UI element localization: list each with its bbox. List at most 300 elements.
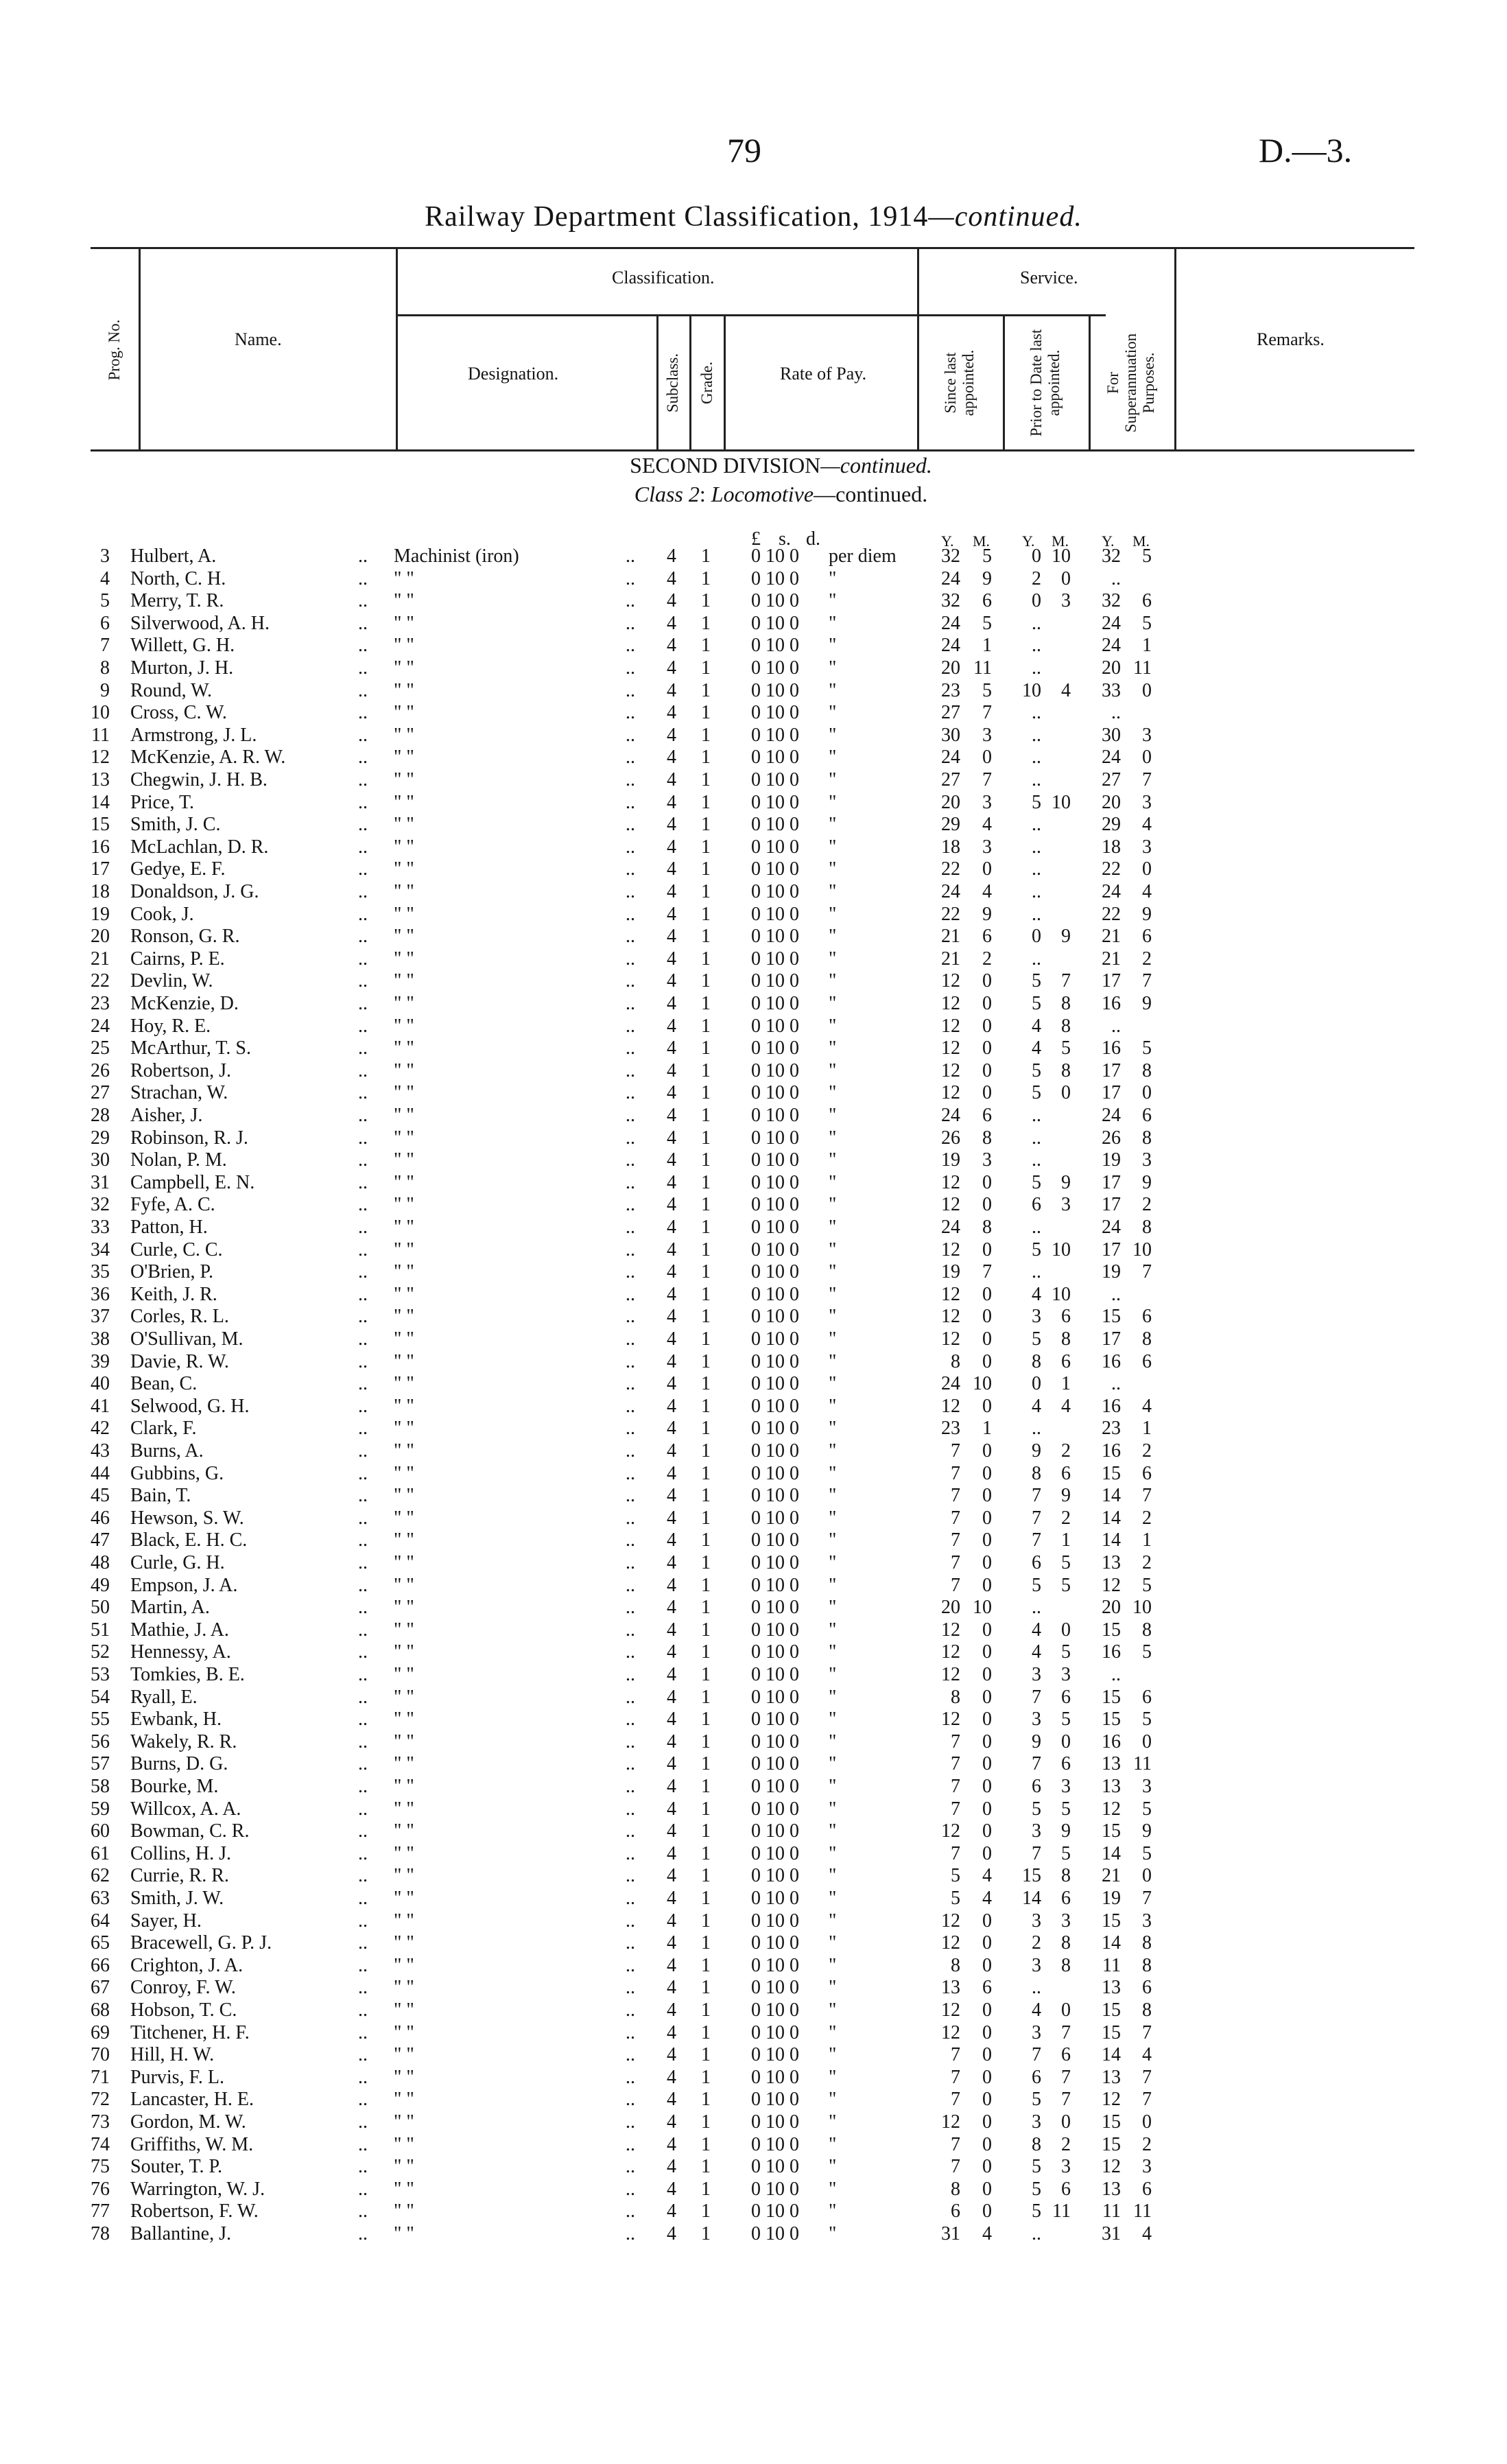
leader-dots: .. xyxy=(358,970,368,992)
employee-name: Bowman, C. R. xyxy=(130,1820,250,1842)
prog-no: 13 xyxy=(91,769,110,790)
super-years: 30 xyxy=(1102,724,1121,746)
prog-no: 3 xyxy=(100,545,110,567)
table-row xyxy=(0,926,1507,948)
prior-months: 2 xyxy=(1061,1507,1071,1529)
employee-name: Bean, C. xyxy=(130,1373,198,1395)
prog-no: 8 xyxy=(100,657,110,679)
since-months: 6 xyxy=(982,1105,992,1126)
grade: 1 xyxy=(701,1350,711,1372)
pay-frequency: " xyxy=(829,1664,837,1685)
since-months: 10 xyxy=(973,1597,992,1619)
pay-frequency: " xyxy=(829,702,837,724)
super-months: 4 xyxy=(1142,2044,1152,2066)
grade: 1 xyxy=(701,1149,711,1171)
grade: 1 xyxy=(701,1753,711,1775)
prior-years: 3 xyxy=(1032,1820,1041,1842)
since-months: 0 xyxy=(982,1239,992,1260)
since-years: 12 xyxy=(941,1283,960,1305)
rate-of-pay: 0 10 0 xyxy=(751,2044,799,2066)
since-years: 12 xyxy=(941,1999,960,2021)
subclass: 4 xyxy=(667,612,676,634)
super-months: 8 xyxy=(1142,1932,1152,1954)
table-row xyxy=(0,948,1507,971)
since-years: 22 xyxy=(941,858,960,880)
designation: " " xyxy=(394,1910,414,1932)
since-years: 12 xyxy=(941,1932,960,1954)
employee-name: Robinson, R. J. xyxy=(130,1127,248,1149)
pay-frequency: " xyxy=(829,2133,837,2155)
super-years: 19 xyxy=(1102,1888,1121,1909)
subclass: 4 xyxy=(667,1686,676,1708)
prior-years: 6 xyxy=(1032,1776,1041,1797)
subclass: 4 xyxy=(667,1507,676,1529)
since-months: 5 xyxy=(982,679,992,701)
table-row xyxy=(0,1865,1507,1888)
table-row xyxy=(0,2089,1507,2111)
leader-dots: .. xyxy=(626,2201,635,2222)
since-years: 13 xyxy=(941,1977,960,1999)
pay-frequency: " xyxy=(829,791,837,813)
prior-months: 9 xyxy=(1061,1171,1071,1193)
since-years: 8 xyxy=(951,1686,960,1708)
prog-no: 6 xyxy=(100,612,110,634)
prog-no: 69 xyxy=(91,2021,110,2043)
prog-no: 66 xyxy=(91,1954,110,1976)
employee-name: Davie, R. W. xyxy=(130,1350,229,1372)
designation: " " xyxy=(394,747,414,768)
grade: 1 xyxy=(701,1999,711,2021)
subclass: 4 xyxy=(667,1194,676,1216)
super-months: 1 xyxy=(1142,635,1152,657)
pay-frequency: " xyxy=(829,769,837,790)
super-years: 24 xyxy=(1102,612,1121,634)
division-name: SECOND DIVISION xyxy=(630,453,821,478)
grade: 1 xyxy=(701,1082,711,1104)
employee-name: Empson, J. A. xyxy=(130,1574,238,1596)
since-years: 7 xyxy=(951,2044,960,2066)
designation: " " xyxy=(394,814,414,836)
super-months: 3 xyxy=(1142,836,1152,858)
prior-years: 3 xyxy=(1032,1910,1041,1932)
employee-name: Aisher, J. xyxy=(130,1105,203,1126)
since-months: 0 xyxy=(982,1686,992,1708)
rate-of-pay: 0 10 0 xyxy=(751,1798,799,1820)
since-years: 7 xyxy=(951,1574,960,1596)
prog-no: 5 xyxy=(100,590,110,612)
since-months: 0 xyxy=(982,2089,992,2111)
pay-frequency: " xyxy=(829,1574,837,1596)
designation: " " xyxy=(394,657,414,679)
prog-no: 75 xyxy=(91,2156,110,2178)
leader-dots: .. xyxy=(626,1149,635,1171)
prog-no: 4 xyxy=(100,567,110,589)
employee-name: Martin, A. xyxy=(130,1597,210,1619)
prior-months: 5 xyxy=(1061,1798,1071,1820)
designation: " " xyxy=(394,1306,414,1328)
subclass: 4 xyxy=(667,2111,676,2133)
super-years: 22 xyxy=(1102,903,1121,925)
table-row xyxy=(0,1820,1507,1843)
prog-no: 76 xyxy=(91,2178,110,2200)
employee-name: Burns, A. xyxy=(130,1440,204,1462)
leader-dots: .. xyxy=(358,1239,368,1260)
since-years: 24 xyxy=(941,612,960,634)
employee-name: Ryall, E. xyxy=(130,1686,198,1708)
rate-of-pay: 0 10 0 xyxy=(751,612,799,634)
grade: 1 xyxy=(701,2156,711,2178)
grade: 1 xyxy=(701,1619,711,1641)
grade: 1 xyxy=(701,993,711,1014)
super-months: 6 xyxy=(1142,2178,1152,2200)
leader-dots: .. xyxy=(358,1059,368,1081)
since-years: 27 xyxy=(941,702,960,724)
header-service: Service. xyxy=(1020,268,1078,288)
designation: " " xyxy=(394,1641,414,1663)
since-months: 4 xyxy=(982,1865,992,1887)
subclass: 4 xyxy=(667,1977,676,1999)
grade: 1 xyxy=(701,724,711,746)
designation: " " xyxy=(394,1686,414,1708)
grade: 1 xyxy=(701,679,711,701)
employee-name: Chegwin, J. H. B. xyxy=(130,769,268,790)
rate-of-pay: 0 10 0 xyxy=(751,2133,799,2155)
super-years: 12 xyxy=(1102,2089,1121,2111)
grade: 1 xyxy=(701,1217,711,1238)
super-years: 15 xyxy=(1102,1686,1121,1708)
table-row xyxy=(0,1284,1507,1306)
prior-years: 8 xyxy=(1032,1462,1041,1484)
unit-y1: Y. xyxy=(941,532,954,550)
subclass: 4 xyxy=(667,1440,676,1462)
leader-dots: .. xyxy=(358,1910,368,1932)
super-years: 23 xyxy=(1102,1418,1121,1440)
table-row xyxy=(0,1463,1507,1486)
designation: " " xyxy=(394,993,414,1014)
since-years: 7 xyxy=(951,1730,960,1752)
prior-years: 6 xyxy=(1032,1552,1041,1573)
prior-months: 7 xyxy=(1061,970,1071,992)
table-row xyxy=(0,1485,1507,1507)
prior-years: .. xyxy=(1032,1977,1041,1999)
since-months: 0 xyxy=(982,1082,992,1104)
grade: 1 xyxy=(701,2066,711,2088)
prog-no: 34 xyxy=(91,1239,110,1260)
since-months: 0 xyxy=(982,1664,992,1685)
since-years: 7 xyxy=(951,1529,960,1551)
prior-years: 2 xyxy=(1032,1932,1041,1954)
prior-years: 7 xyxy=(1032,1529,1041,1551)
super-months: 4 xyxy=(1142,881,1152,902)
since-months: 0 xyxy=(982,1171,992,1193)
prior-months: 9 xyxy=(1061,926,1071,948)
leader-dots: .. xyxy=(626,567,635,589)
subclass: 4 xyxy=(667,1239,676,1260)
leader-dots: .. xyxy=(626,1529,635,1551)
grade: 1 xyxy=(701,926,711,948)
leader-dots: .. xyxy=(358,1574,368,1596)
rate-of-pay: 0 10 0 xyxy=(751,1776,799,1797)
grade: 1 xyxy=(701,2111,711,2133)
super-years: 12 xyxy=(1102,2156,1121,2178)
since-months: 1 xyxy=(982,635,992,657)
leader-dots: .. xyxy=(626,1865,635,1887)
since-years: 12 xyxy=(941,1820,960,1842)
prior-years: 9 xyxy=(1032,1730,1041,1752)
leader-dots: .. xyxy=(358,2111,368,2133)
table-row xyxy=(0,792,1507,814)
designation: " " xyxy=(394,1597,414,1619)
unit-m3: M. xyxy=(1132,532,1150,550)
class-title: Class 2: Locomotive—continued. xyxy=(634,482,928,506)
prior-months: 9 xyxy=(1061,1485,1071,1507)
rate-of-pay: 0 10 0 xyxy=(751,1574,799,1596)
prior-months: 5 xyxy=(1061,1641,1071,1663)
since-months: 0 xyxy=(982,1440,992,1462)
super-years: 19 xyxy=(1102,1149,1121,1171)
prog-no: 24 xyxy=(91,1015,110,1037)
super-years: 17 xyxy=(1102,1082,1121,1104)
table-row xyxy=(0,747,1507,769)
leader-dots: .. xyxy=(626,1552,635,1573)
super-months: 6 xyxy=(1142,1306,1152,1328)
since-years: 7 xyxy=(951,1776,960,1797)
grade: 1 xyxy=(701,836,711,858)
grade: 1 xyxy=(701,1574,711,1596)
since-months: 0 xyxy=(982,1059,992,1081)
prior-years: .. xyxy=(1032,612,1041,634)
designation: " " xyxy=(394,1328,414,1350)
rate-of-pay: 0 10 0 xyxy=(751,836,799,858)
grade: 1 xyxy=(701,1171,711,1193)
leader-dots: .. xyxy=(358,590,368,612)
prog-no: 65 xyxy=(91,1932,110,1954)
super-months: 7 xyxy=(1142,2089,1152,2111)
leader-dots: .. xyxy=(626,948,635,970)
prior-years: 3 xyxy=(1032,1954,1041,1976)
prog-no: 52 xyxy=(91,1641,110,1663)
prog-no: 50 xyxy=(91,1597,110,1619)
prior-months: 6 xyxy=(1061,1753,1071,1775)
prior-months: 8 xyxy=(1061,1059,1071,1081)
prior-years: 0 xyxy=(1032,926,1041,948)
since-years: 7 xyxy=(951,1842,960,1864)
grade: 1 xyxy=(701,1842,711,1864)
leader-dots: .. xyxy=(626,814,635,836)
since-months: 0 xyxy=(982,858,992,880)
grade: 1 xyxy=(701,567,711,589)
employee-name: Curle, G. H. xyxy=(130,1552,225,1573)
prior-years: 10 xyxy=(1022,679,1041,701)
header-rate-of-pay: Rate of Pay. xyxy=(780,364,867,384)
pay-frequency: " xyxy=(829,2223,837,2244)
unit-pence: d. xyxy=(806,528,820,550)
super-months: 6 xyxy=(1142,1350,1152,1372)
leader-dots: .. xyxy=(358,1283,368,1305)
since-months: 0 xyxy=(982,1485,992,1507)
super-months: 5 xyxy=(1142,612,1152,634)
employee-name: Hulbert, A. xyxy=(130,545,217,567)
super-months: 9 xyxy=(1142,1171,1152,1193)
leader-dots: .. xyxy=(626,2156,635,2178)
pay-frequency: " xyxy=(829,1888,837,1909)
pay-frequency: " xyxy=(829,1082,837,1104)
since-years: 24 xyxy=(941,747,960,768)
leader-dots: .. xyxy=(358,1798,368,1820)
since-months: 9 xyxy=(982,903,992,925)
table-row xyxy=(0,836,1507,859)
employee-name: Lancaster, H. E. xyxy=(130,2089,254,2111)
rate-of-pay: 0 10 0 xyxy=(751,1664,799,1685)
since-months: 0 xyxy=(982,2066,992,2088)
pay-frequency: " xyxy=(829,1328,837,1350)
employee-name: Robertson, J. xyxy=(130,1059,231,1081)
since-months: 3 xyxy=(982,836,992,858)
designation: " " xyxy=(394,903,414,925)
subclass: 4 xyxy=(667,903,676,925)
designation: " " xyxy=(394,1037,414,1059)
rate-of-pay: 0 10 0 xyxy=(751,858,799,880)
pay-frequency: " xyxy=(829,747,837,768)
super-months: 5 xyxy=(1142,1641,1152,1663)
super-years: .. xyxy=(1111,702,1121,724)
prior-years: .. xyxy=(1032,2223,1041,2244)
prior-years: 4 xyxy=(1032,1283,1041,1305)
prior-months: 8 xyxy=(1061,1328,1071,1350)
since-years: 29 xyxy=(941,814,960,836)
super-months: 7 xyxy=(1142,769,1152,790)
pay-frequency: " xyxy=(829,1776,837,1797)
employee-name: Ballantine, J. xyxy=(130,2223,231,2244)
prior-months: 2 xyxy=(1061,2133,1071,2155)
since-years: 21 xyxy=(941,948,960,970)
super-years: 14 xyxy=(1102,1842,1121,1864)
super-years: 13 xyxy=(1102,1552,1121,1573)
prog-no: 71 xyxy=(91,2066,110,2088)
super-months: 8 xyxy=(1142,1127,1152,1149)
employee-name: Souter, T. P. xyxy=(130,2156,222,2178)
leader-dots: .. xyxy=(626,1954,635,1976)
leader-dots: .. xyxy=(358,1328,368,1350)
header-grade: Grade. xyxy=(698,362,715,404)
rate-of-pay: 0 10 0 xyxy=(751,2021,799,2043)
since-months: 5 xyxy=(982,545,992,567)
prior-years: 3 xyxy=(1032,1709,1041,1730)
prior-months: 7 xyxy=(1061,2021,1071,2043)
rate-of-pay: 0 10 0 xyxy=(751,2111,799,2133)
since-years: 7 xyxy=(951,1440,960,1462)
leader-dots: .. xyxy=(358,1306,368,1328)
table-row xyxy=(0,1843,1507,1866)
prog-no: 21 xyxy=(91,948,110,970)
since-months: 0 xyxy=(982,1395,992,1417)
subclass: 4 xyxy=(667,1888,676,1909)
leader-dots: .. xyxy=(626,1328,635,1350)
table-row xyxy=(0,1664,1507,1687)
rate-of-pay: 0 10 0 xyxy=(751,702,799,724)
prog-no: 61 xyxy=(91,1842,110,1864)
leader-dots: .. xyxy=(358,1641,368,1663)
since-months: 7 xyxy=(982,702,992,724)
grade: 1 xyxy=(701,970,711,992)
subclass: 4 xyxy=(667,635,676,657)
designation: " " xyxy=(394,2223,414,2244)
grade: 1 xyxy=(701,1440,711,1462)
grade: 1 xyxy=(701,1730,711,1752)
rate-of-pay: 0 10 0 xyxy=(751,1932,799,1954)
pay-frequency: " xyxy=(829,1440,837,1462)
leader-dots: .. xyxy=(358,1171,368,1193)
since-months: 0 xyxy=(982,993,992,1014)
prog-no: 77 xyxy=(91,2201,110,2222)
pay-frequency: " xyxy=(829,2201,837,2222)
leader-dots: .. xyxy=(626,1239,635,1260)
super-years: 15 xyxy=(1102,2133,1121,2155)
table-row xyxy=(0,881,1507,904)
super-months: 5 xyxy=(1142,545,1152,567)
super-years: 32 xyxy=(1102,590,1121,612)
super-years: 16 xyxy=(1102,993,1121,1014)
rate-of-pay: 0 10 0 xyxy=(751,1999,799,2021)
table-row xyxy=(0,1306,1507,1328)
employee-name: Mathie, J. A. xyxy=(130,1619,229,1641)
pay-frequency: " xyxy=(829,724,837,746)
table-row xyxy=(0,2134,1507,2157)
super-years: .. xyxy=(1111,1015,1121,1037)
table-row xyxy=(0,1529,1507,1552)
super-months: 8 xyxy=(1142,1059,1152,1081)
designation: " " xyxy=(394,724,414,746)
designation: " " xyxy=(394,1059,414,1081)
super-months: 9 xyxy=(1142,1820,1152,1842)
subclass: 4 xyxy=(667,1418,676,1440)
subclass: 4 xyxy=(667,1328,676,1350)
employee-name: Silverwood, A. H. xyxy=(130,612,270,634)
super-months: 3 xyxy=(1142,2156,1152,2178)
grade: 1 xyxy=(701,1395,711,1417)
super-months: 7 xyxy=(1142,970,1152,992)
prior-months: 2 xyxy=(1061,1440,1071,1462)
pay-frequency: " xyxy=(829,993,837,1014)
leader-dots: .. xyxy=(358,1977,368,1999)
designation: " " xyxy=(394,1574,414,1596)
pay-frequency: " xyxy=(829,657,837,679)
pay-frequency: " xyxy=(829,1105,837,1126)
since-months: 3 xyxy=(982,1149,992,1171)
prior-years: .. xyxy=(1032,747,1041,768)
super-years: 20 xyxy=(1102,791,1121,813)
leader-dots: .. xyxy=(358,1597,368,1619)
since-years: 12 xyxy=(941,2021,960,2043)
table-row xyxy=(0,1149,1507,1172)
leader-dots: .. xyxy=(626,702,635,724)
super-months: 11 xyxy=(1133,657,1152,679)
since-months: 3 xyxy=(982,791,992,813)
designation: " " xyxy=(394,1798,414,1820)
subclass: 4 xyxy=(667,1709,676,1730)
table-row xyxy=(0,1194,1507,1217)
employee-name: Strachan, W. xyxy=(130,1082,228,1104)
prior-months: 10 xyxy=(1052,545,1071,567)
leader-dots: .. xyxy=(358,836,368,858)
rate-of-pay: 0 10 0 xyxy=(751,1350,799,1372)
grade: 1 xyxy=(701,1127,711,1149)
leader-dots: .. xyxy=(626,2066,635,2088)
since-years: 8 xyxy=(951,1954,960,1976)
prior-months: 4 xyxy=(1061,1395,1071,1417)
designation: " " xyxy=(394,970,414,992)
pay-frequency: " xyxy=(829,1395,837,1417)
